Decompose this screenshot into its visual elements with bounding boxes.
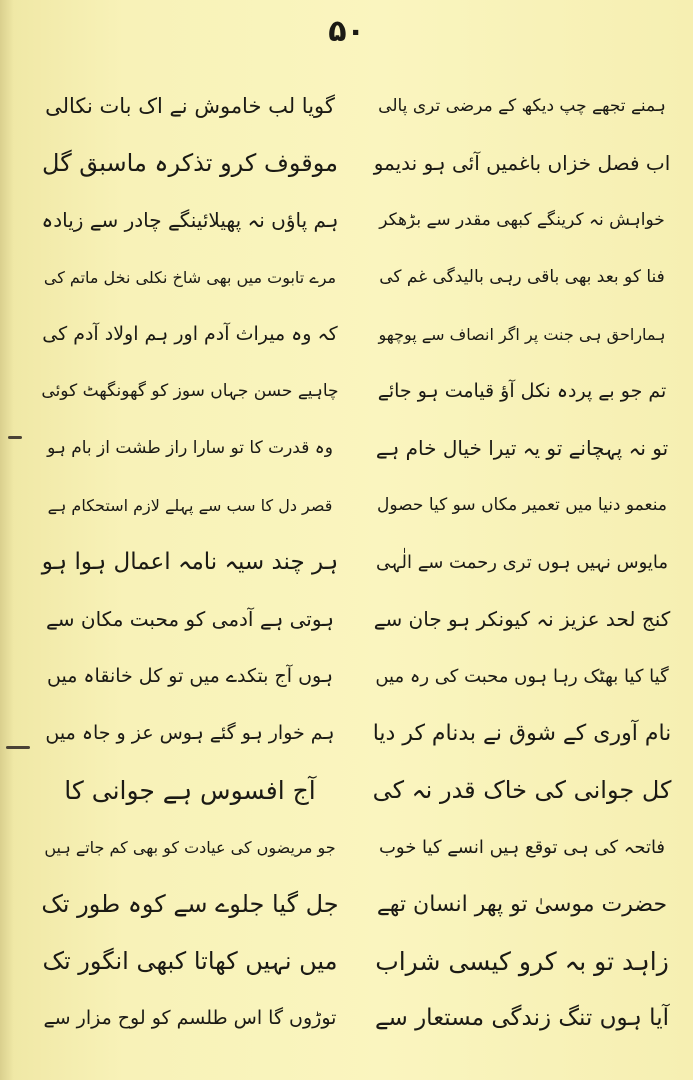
verse-line: منعمو دنیا میں تعمیر مکاں سو کیا حصول: [377, 495, 667, 515]
verse-line: وہ قدرت کا تو سارا راز طشت از بام ہو: [47, 438, 333, 458]
right-verse-column: [372, 78, 672, 1047]
margin-mark: [8, 436, 22, 439]
verse-line: کل جوانی کی خاک قدر نہ کی: [372, 776, 672, 804]
verse-line: کنج لحد عزیز نہ کیونکر ہو جان سے: [373, 607, 671, 631]
verse-line: قصر دل کا سب سے پہلے لازم استحکام ہے: [47, 496, 333, 515]
verse-line: خواہش نہ کرینگے کبھی مقدر سے بڑھکر: [379, 210, 665, 230]
left-verse-column: [40, 78, 340, 1047]
verse-line: گیا کیا بھٹک رہا ہوں محبت کی رہ میں: [375, 666, 669, 687]
verse-line: جل گیا جلوے سے کوہ طور تک: [41, 890, 339, 918]
binding-shadow: [0, 0, 14, 1080]
verse-line: تو نہ پہچانے تو یہ تیرا خیال خام ہے: [375, 436, 669, 460]
verse-line: آیا ہوں تنگ زندگی مستعار سے: [375, 1005, 669, 1031]
verse-line: مرے تابوت میں بھی شاخ نکلی نخل ماتم کی: [43, 268, 337, 287]
margin-mark: [6, 746, 30, 749]
verse-line: کہ وہ میراث آدم اور ہم اولاد آدم کی: [42, 323, 338, 345]
verse-line: تم جو بے پردہ نکل آؤ قیامت ہو جائے: [377, 380, 667, 402]
verse-line: گویا لب خاموش نے اک بات نکالی: [45, 94, 335, 118]
verse-line: نام آوری کے شوق نے بدنام کر دیا: [372, 721, 672, 746]
verse-line: ہوں آج بتکدے میں تو کل خانقاہ میں: [47, 665, 333, 687]
verse-line: توڑوں گا اس طلسم کو لوح مزار سے: [43, 1007, 337, 1029]
verse-line: ہم خوار ہو گئے ہوس عز و جاہ میں: [45, 722, 335, 744]
verse-line: مایوس نہیں ہوں تری رحمت سے الٰہی: [375, 552, 669, 573]
verse-line: حضرت موسیٰ تو پھر انسان تھے: [376, 892, 668, 917]
verse-line: چاہیے حسن جہاں سوز کو گھونگھٹ کوئی: [41, 381, 339, 401]
verse-line: ہمنے تجھے چپ دیکھ کے مرضی تری پالی: [378, 96, 666, 116]
verse-line: ہوتی ہے آدمی کو محبت مکان سے: [46, 607, 334, 631]
verse-line: فاتحہ کی ہی توقع ہیں انسے کیا خوب: [378, 837, 666, 858]
verse-line: موقوف کرو تذکرہ ماسبق گل: [42, 149, 338, 177]
verse-line: میں نہیں کھاتا کبھی انگور تک: [42, 947, 338, 975]
verse-line: ہر چند سیہ نامہ اعمال ہوا ہو: [41, 549, 339, 575]
page-number: ۵۰: [328, 14, 365, 49]
verse-line: ہم پاؤں نہ پھیلائینگے چادر سے زیادہ: [41, 208, 339, 232]
verse-line: اب فصل خزاں باغمیں آئی ہو ندیمو: [373, 151, 671, 175]
verse-line: زاہد تو بہ کرو کیسی شراب: [375, 947, 669, 976]
verse-line: آج افسوس ہے جوانی کا: [64, 776, 316, 805]
verse-line: ہماراحق ہی جنت پر اگر انصاف سے پوچھو: [378, 325, 666, 344]
verse-line: جو مریضوں کی عیادت کو بھی کم جاتے ہیں: [44, 838, 336, 857]
verse-line: فنا کو بعد بھی باقی رہی بالیدگی غم کی: [379, 267, 665, 287]
